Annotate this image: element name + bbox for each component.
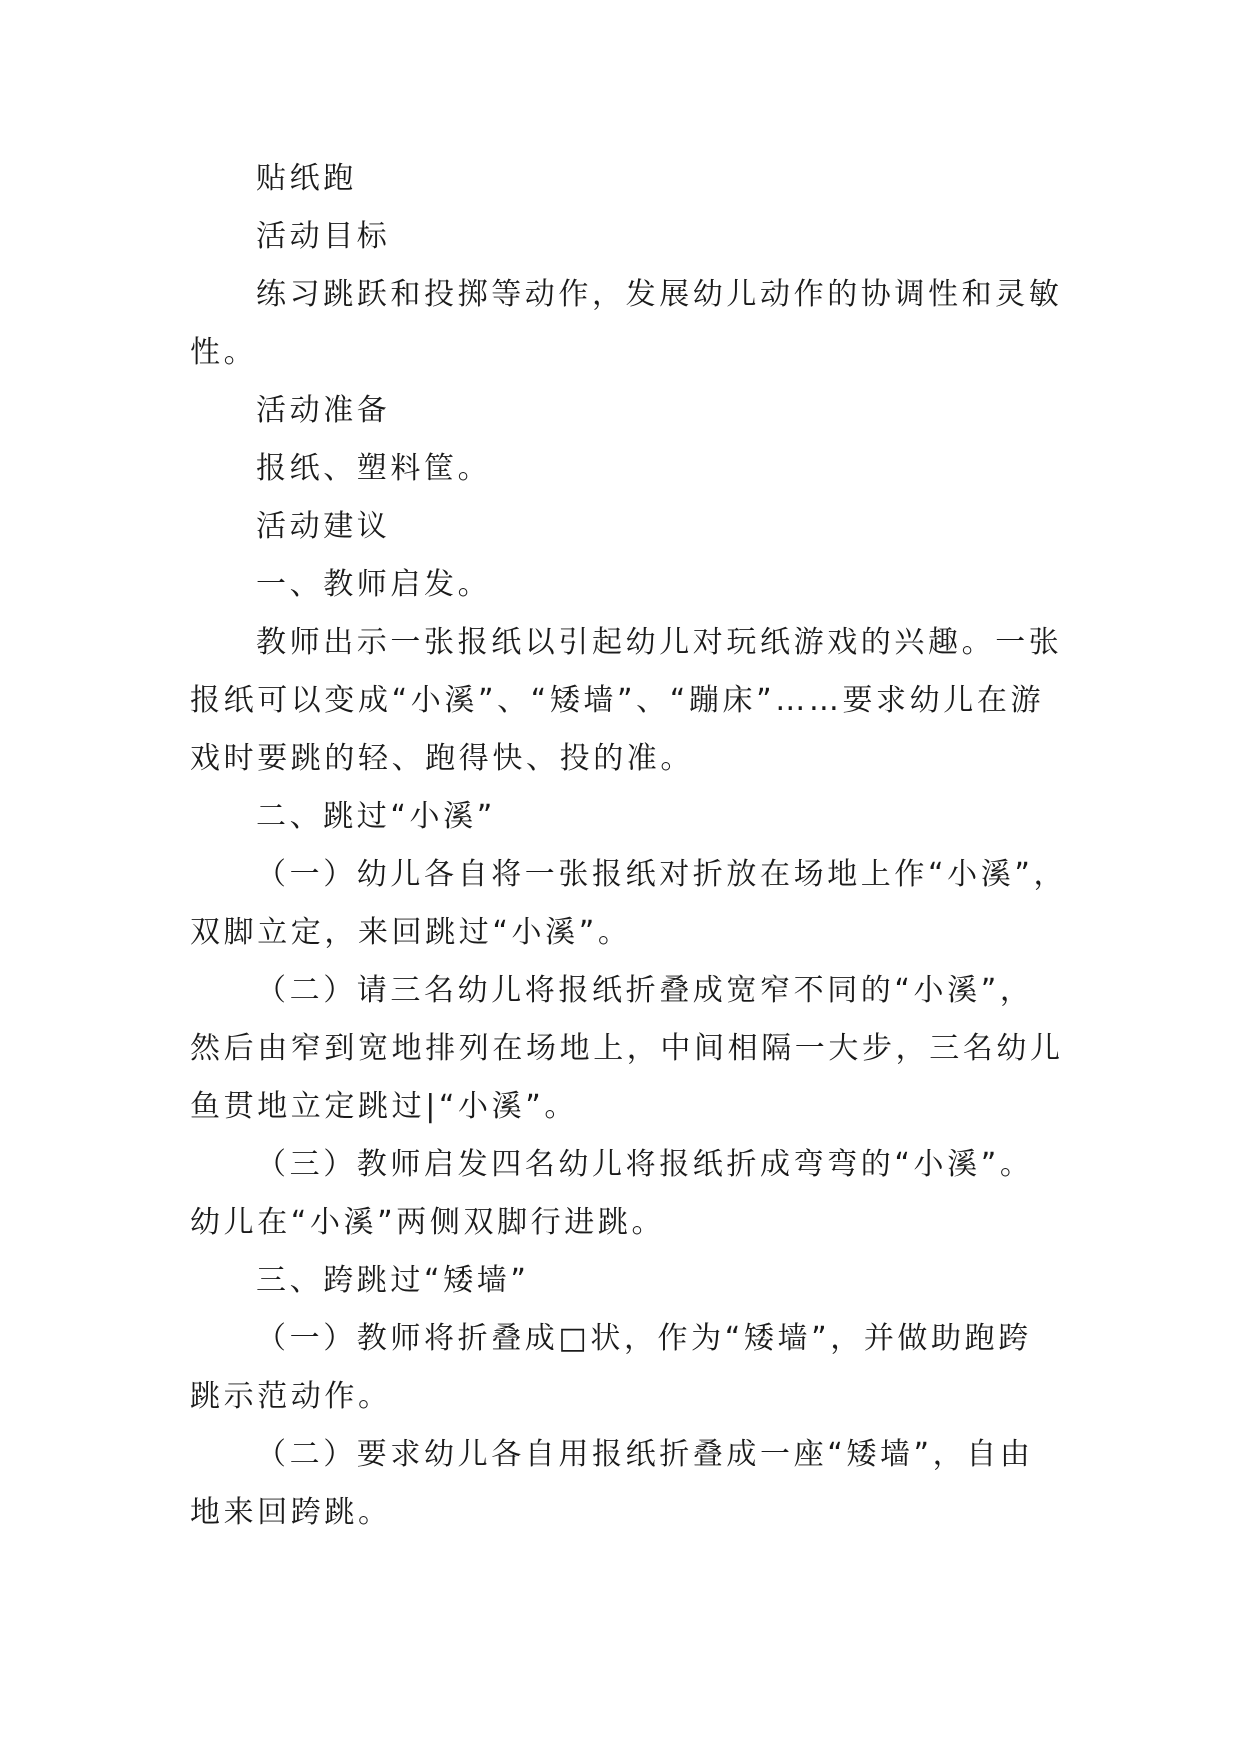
- step-1-paragraph-line: 戏时要跳的轻、跑得快、投的准。: [190, 741, 694, 776]
- step-2-item-3-line: 幼儿在“小溪”两侧双脚行进跳。: [190, 1205, 666, 1240]
- step-1-paragraph-line: 教师出示一张报纸以引起幼儿对玩纸游戏的兴趣。一张: [256, 625, 1063, 660]
- step-3-item-1-line: 跳示范动作。: [190, 1379, 392, 1414]
- step-3-item-2-line: 地来回跨跳。: [190, 1495, 392, 1530]
- step-1-paragraph-line: 报纸可以变成“小溪”、“矮墙”、“蹦床”……要求幼儿在游: [190, 683, 1045, 718]
- document-title: 贴纸跑: [256, 161, 357, 196]
- step-2-heading: 二、跳过“小溪”: [256, 799, 496, 834]
- step-2-item-1-line: （一）幼儿各自将一张报纸对折放在场地上作“小溪”，: [256, 857, 1068, 892]
- step-3-item-2-line: （二）要求幼儿各自用报纸折叠成一座“矮墙”，自由: [256, 1437, 1034, 1472]
- heading-activity-suggestions: 活动建议: [256, 509, 391, 544]
- step-3-heading: 三、跨跳过“矮墙”: [256, 1263, 530, 1298]
- step-2-item-2-line: 鱼贯地立定跳过|“小溪”。: [190, 1089, 578, 1124]
- document-body: [190, 150, 1068, 1542]
- goal-paragraph-line: 练习跳跃和投掷等动作，发展幼儿动作的协调性和灵敏: [256, 277, 1063, 312]
- goal-paragraph-line: 性。: [190, 335, 258, 370]
- step-3-item-1-line: （一）教师将折叠成□状，作为“矮墙”，并做助跑跨: [256, 1321, 1032, 1356]
- step-2-item-2-line: 然后由窄到宽地排列在场地上，中间相隔一大步，三名幼儿: [190, 1031, 1064, 1066]
- step-1-heading: 一、教师启发。: [256, 567, 492, 602]
- preparation-text: 报纸、塑料筐。: [256, 451, 492, 486]
- step-2-item-2-line: （二）请三名幼儿将报纸折叠成宽窄不同的“小溪”，: [256, 973, 1034, 1008]
- step-2-item-3-line: （三）教师启发四名幼儿将报纸折成弯弯的“小溪”。: [256, 1147, 1034, 1182]
- heading-activity-goal: 活动目标: [256, 219, 391, 254]
- step-2-item-1-line: 双脚立定，来回跳过“小溪”。: [190, 915, 632, 950]
- heading-activity-preparation: 活动准备: [256, 393, 391, 428]
